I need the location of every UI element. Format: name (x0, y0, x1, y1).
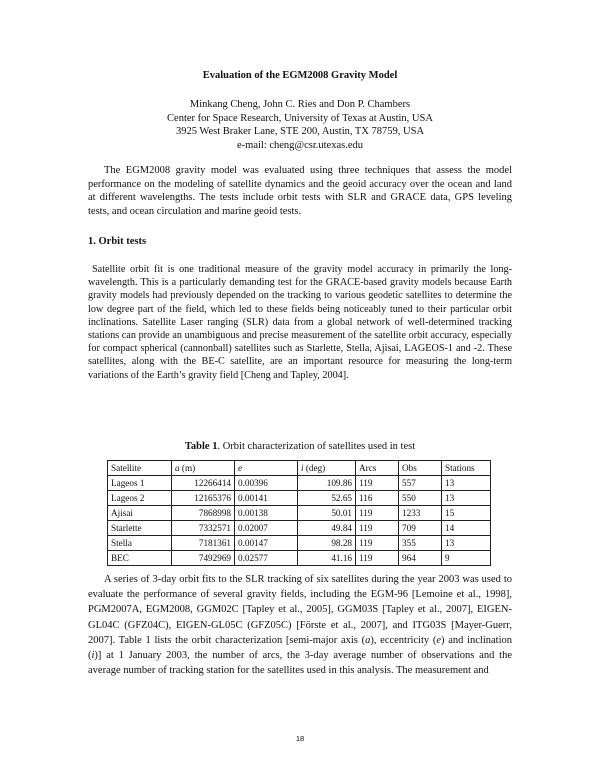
table-row (108, 476, 491, 491)
cell-a: 7868998 (172, 506, 235, 521)
cell-stations: 13 (442, 491, 491, 506)
cell-e: 0.00138 (235, 506, 298, 521)
header-obs: Obs (399, 461, 442, 476)
table-row (108, 536, 491, 551)
paper-title: Evaluation of the EGM2008 Gravity Model (202, 70, 398, 81)
cell-satellite: Ajisai (108, 506, 172, 521)
cell-satellite: Lageos 1 (108, 476, 172, 491)
table-row (108, 491, 491, 506)
cell-i: 49.84 (298, 521, 356, 536)
cell-satellite: BEC (108, 551, 172, 566)
section-1-paragraph-2: A series of 3-day orbit fits to the SLR tracking of six satellites during the year 2003 was used to evaluate the performance of several gravity fields, including the EGM-96 [Lemoine et al., 1998], PGM2007A, EGM2008, GGM02C [Tapley et al., 2005], GGM03S [Tapley et al., 2007], EIGEN-GL04C (GFZ04C), EIGEN-GL05C (GFZ05C) [Förste et al., 2007], and ITG03S [Mayer-Guerr, 2007]. Table 1 lists the orbit characterization [semi-major axis (a), eccentricity (e) and inclination (i)] at 1 January 2003, the number of arcs, the 3-day average number of observations and the average number of tracking station for the satellites used in this analysis. The measurement and (88, 574, 512, 677)
cell-obs: 964 (399, 551, 442, 566)
cell-e: 0.00141 (235, 491, 298, 506)
cell-a: 7492969 (172, 551, 235, 566)
table-1-caption (0, 441, 600, 452)
cell-arcs: 116 (356, 491, 399, 506)
cell-stations: 13 (442, 536, 491, 551)
cell-stations: 13 (442, 476, 491, 491)
cell-i: 50.01 (298, 506, 356, 521)
cell-a: 12165376 (172, 491, 235, 506)
cell-a: 7332571 (172, 521, 235, 536)
table-row (108, 551, 491, 566)
table-1-label: Table 1 (184, 441, 218, 452)
table-header-row (108, 461, 491, 476)
header-eccentricity: e (235, 461, 298, 476)
cell-obs: 550 (399, 491, 442, 506)
cell-obs: 709 (399, 521, 442, 536)
cell-stations: 14 (442, 521, 491, 536)
cell-arcs: 119 (356, 521, 399, 536)
cell-obs: 557 (399, 476, 442, 491)
cell-a: 7181361 (172, 536, 235, 551)
cell-a: 12266414 (172, 476, 235, 491)
cell-e: 0.02577 (235, 551, 298, 566)
orbit-characterization-table (107, 460, 491, 566)
cell-arcs: 119 (356, 536, 399, 551)
cell-obs: 355 (399, 536, 442, 551)
table-row (108, 506, 491, 521)
abstract-paragraph: The EGM2008 gravity model was evaluated using three techniques that assess the model performance on the modeling of satellite dynamics and the geoid accuracy over the ocean and land at different wavelengths. The tests include orbit tests with SLR and GRACE data, GPS leveling tests, and ocean circulation and marine geoid tests. (88, 165, 512, 217)
cell-arcs: 119 (356, 551, 399, 566)
author-block (0, 98, 600, 152)
cell-arcs: 119 (356, 476, 399, 491)
cell-arcs: 119 (356, 506, 399, 521)
cell-stations: 9 (442, 551, 491, 566)
header-satellite: Satellite (108, 461, 172, 476)
header-arcs: Arcs (356, 461, 399, 476)
table-row (108, 521, 491, 536)
cell-satellite: Starlette (108, 521, 172, 536)
header-semi-major-axis: a (m) (172, 461, 235, 476)
section-1-paragraph: Satellite orbit fit is one traditional measure of the gravity model accuracy in primarily the long-wavelength. This is a particularly demanding test for the GRACE-based gravity models because Earth gravity models had previously depended on the tracking to various geodetic satellites to determine the low degree part of the field, which led to these fields being noticeably tuned to their particular orbit inclinations. Satellite Laser ranging (SLR) data from a global network of well-determined tracking stations can provide an unambiguous and precise measurement of the satellite orbit accuracy, especially for compact spherical (cannonball) satellites such as Starlette, Stella, Ajisai, LAGEOS-1 and -2. These satellites, along with the BE-C satellite, are an important resource for measuring the long-term variations of the Earth’s gravity field [Cheng and Tapley, 2004]. (88, 264, 512, 381)
cell-i: 41.16 (298, 551, 356, 566)
page-number: 18 (295, 734, 305, 743)
cell-e: 0.00396 (235, 476, 298, 491)
cell-stations: 15 (442, 506, 491, 521)
author-address: 3925 West Braker Lane, STE 200, Austin, TX 78759, USA (175, 126, 425, 137)
author-names: Minkang Cheng, John C. Ries and Don P. Chambers (189, 99, 411, 110)
table-1-caption-text: . Orbit characterization of satellites used in test (217, 441, 416, 452)
cell-satellite: Lageos 2 (108, 491, 172, 506)
cell-i: 98.28 (298, 536, 356, 551)
cell-obs: 1233 (399, 506, 442, 521)
cell-satellite: Stella (108, 536, 172, 551)
header-stations: Stations (442, 461, 491, 476)
author-email: e-mail: cheng@csr.utexas.edu (237, 139, 363, 151)
section-heading-orbit-tests: 1. Orbit tests (88, 236, 147, 247)
cell-i: 109.86 (298, 476, 356, 491)
cell-e: 0.00147 (235, 536, 298, 551)
cell-e: 0.02007 (235, 521, 298, 536)
author-affiliation: Center for Space Research, University of Texas at Austin, USA (167, 112, 433, 124)
cell-i: 52.65 (298, 491, 356, 506)
header-inclination: i (deg) (298, 461, 356, 476)
